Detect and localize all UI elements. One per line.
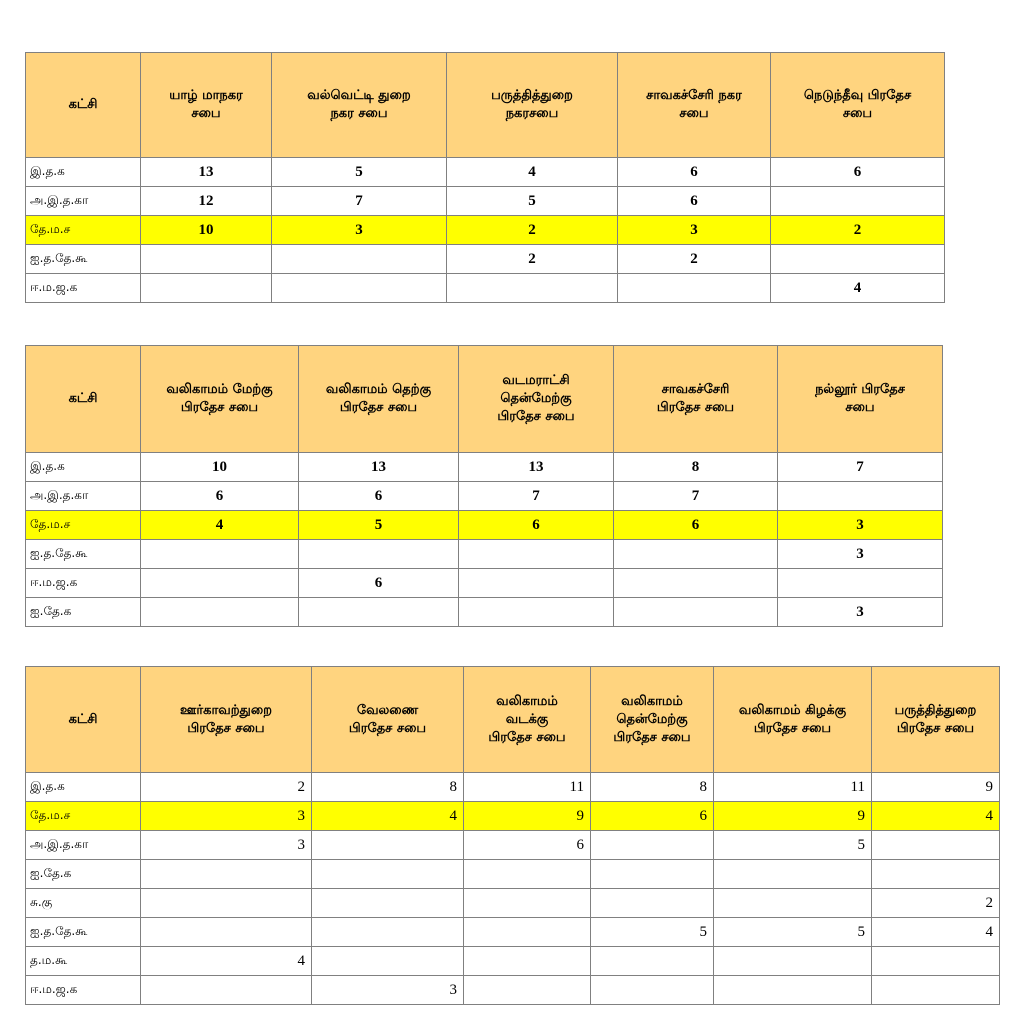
council-column-header: சாவகச்சேரி பிரதேச சபை bbox=[614, 346, 778, 453]
council-column-header: வேலணை பிரதேச சபை bbox=[312, 667, 464, 773]
party-name-cell: அ.இ.த.கா bbox=[26, 482, 141, 511]
seat-count-cell: 10 bbox=[141, 453, 299, 482]
seat-count-cell: 5 bbox=[447, 187, 618, 216]
party-row bbox=[26, 453, 943, 482]
seat-count-cell bbox=[872, 976, 1000, 1005]
seat-count-cell bbox=[872, 860, 1000, 889]
seat-count-cell: 9 bbox=[464, 802, 591, 831]
seat-count-cell: 3 bbox=[778, 598, 943, 627]
seat-count-cell: 13 bbox=[299, 453, 459, 482]
seat-count-cell: 6 bbox=[299, 482, 459, 511]
seat-count-cell bbox=[714, 947, 872, 976]
seat-count-cell: 4 bbox=[141, 511, 299, 540]
party-row bbox=[26, 598, 943, 627]
seat-count-cell bbox=[591, 889, 714, 918]
seat-count-cell: 6 bbox=[141, 482, 299, 511]
seat-count-cell: 4 bbox=[141, 947, 312, 976]
council-column-header: வலிகாமம் தெற்கு பிரதேச சபை bbox=[299, 346, 459, 453]
party-name-cell: ஈ.ம.ஜ.க bbox=[26, 569, 141, 598]
council-column-header: பருத்தித்துறை பிரதேச சபை bbox=[872, 667, 1000, 773]
seat-count-cell bbox=[714, 889, 872, 918]
seat-count-cell bbox=[614, 598, 778, 627]
seat-count-cell: 8 bbox=[312, 773, 464, 802]
party-name-cell: ஐ.த.தே.கூ bbox=[26, 245, 141, 274]
seat-count-cell bbox=[141, 976, 312, 1005]
seat-count-cell: 2 bbox=[141, 773, 312, 802]
seat-count-cell bbox=[141, 598, 299, 627]
council-column-header: வடமராட்சி தென்மேற்கு பிரதேச சபை bbox=[459, 346, 614, 453]
seat-count-cell bbox=[591, 976, 714, 1005]
party-row bbox=[26, 976, 1000, 1005]
seat-count-cell bbox=[618, 274, 771, 303]
seat-count-cell: 8 bbox=[591, 773, 714, 802]
seat-count-cell bbox=[141, 540, 299, 569]
party-column-header: கட்சி bbox=[26, 667, 141, 773]
party-row bbox=[26, 889, 1000, 918]
seat-count-cell: 4 bbox=[872, 802, 1000, 831]
party-name-cell: ஐ.தே.க bbox=[26, 598, 141, 627]
party-row bbox=[26, 918, 1000, 947]
seat-count-cell bbox=[464, 947, 591, 976]
seat-count-cell: 5 bbox=[591, 918, 714, 947]
party-name-cell: ஐ.த.தே.கூ bbox=[26, 540, 141, 569]
seat-count-cell: 2 bbox=[872, 889, 1000, 918]
party-row bbox=[26, 245, 945, 274]
seat-count-cell: 2 bbox=[447, 245, 618, 274]
seat-count-cell bbox=[299, 540, 459, 569]
seat-count-cell bbox=[464, 976, 591, 1005]
seat-count-cell: 7 bbox=[459, 482, 614, 511]
council-column-header: சாவகச்சேரி நகர சபை bbox=[618, 53, 771, 158]
seat-count-cell bbox=[272, 245, 447, 274]
results-table-2 bbox=[25, 345, 943, 627]
header-row bbox=[26, 346, 943, 453]
seat-count-cell bbox=[591, 860, 714, 889]
seat-count-cell: 5 bbox=[299, 511, 459, 540]
seat-count-cell: 7 bbox=[272, 187, 447, 216]
seat-count-cell: 4 bbox=[771, 274, 945, 303]
seat-count-cell bbox=[312, 889, 464, 918]
party-row bbox=[26, 860, 1000, 889]
seat-count-cell: 9 bbox=[872, 773, 1000, 802]
seat-count-cell: 10 bbox=[141, 216, 272, 245]
seat-count-cell bbox=[778, 482, 943, 511]
party-row bbox=[26, 569, 943, 598]
council-column-header: பருத்தித்துறை நகரசபை bbox=[447, 53, 618, 158]
party-name-cell: இ.த.க bbox=[26, 453, 141, 482]
seat-count-cell: 5 bbox=[272, 158, 447, 187]
seat-count-cell bbox=[771, 245, 945, 274]
seat-count-cell bbox=[312, 947, 464, 976]
seat-count-cell bbox=[591, 947, 714, 976]
party-name-cell: ஐ.தே.க bbox=[26, 860, 141, 889]
seat-count-cell bbox=[771, 187, 945, 216]
party-name-cell: இ.த.க bbox=[26, 773, 141, 802]
seat-count-cell: 12 bbox=[141, 187, 272, 216]
seat-count-cell: 6 bbox=[299, 569, 459, 598]
seat-count-cell: 2 bbox=[771, 216, 945, 245]
highlighted-party-row bbox=[26, 802, 1000, 831]
seat-count-cell: 13 bbox=[459, 453, 614, 482]
party-name-cell: ஐ.த.தே.கூ bbox=[26, 918, 141, 947]
seat-count-cell bbox=[778, 569, 943, 598]
seat-count-cell: 6 bbox=[614, 511, 778, 540]
seat-count-cell: 3 bbox=[618, 216, 771, 245]
seat-count-cell: 8 bbox=[614, 453, 778, 482]
seat-count-cell: 5 bbox=[714, 831, 872, 860]
seat-count-cell: 6 bbox=[459, 511, 614, 540]
council-column-header: வலிகாமம் மேற்கு பிரதேச சபை bbox=[141, 346, 299, 453]
seat-count-cell bbox=[464, 889, 591, 918]
seat-count-cell: 3 bbox=[312, 976, 464, 1005]
seat-count-cell: 9 bbox=[714, 802, 872, 831]
seat-count-cell: 6 bbox=[618, 187, 771, 216]
party-name-cell: அ.இ.த.கா bbox=[26, 831, 141, 860]
seat-count-cell: 3 bbox=[141, 831, 312, 860]
party-name-cell: தே.ம.ச bbox=[26, 802, 141, 831]
seat-count-cell bbox=[141, 889, 312, 918]
council-column-header: வலிகாமம் தென்மேற்கு பிரதேச சபை bbox=[591, 667, 714, 773]
seat-count-cell bbox=[464, 860, 591, 889]
seat-count-cell bbox=[714, 860, 872, 889]
council-column-header: வல்வெட்டி துறை நகர சபை bbox=[272, 53, 447, 158]
seat-count-cell bbox=[591, 831, 714, 860]
seat-count-cell: 13 bbox=[141, 158, 272, 187]
council-column-header: நெடுந்தீவு பிரதேச சபை bbox=[771, 53, 945, 158]
party-row bbox=[26, 158, 945, 187]
seat-count-cell: 4 bbox=[312, 802, 464, 831]
seat-count-cell bbox=[464, 918, 591, 947]
seat-count-cell bbox=[312, 860, 464, 889]
party-name-cell: அ.இ.த.கா bbox=[26, 187, 141, 216]
seat-count-cell bbox=[141, 918, 312, 947]
seat-count-cell bbox=[714, 976, 872, 1005]
council-column-header: யாழ் மாநகர சபை bbox=[141, 53, 272, 158]
council-column-header: வலிகாமம் வடக்கு பிரதேச சபை bbox=[464, 667, 591, 773]
seat-count-cell: 3 bbox=[272, 216, 447, 245]
seat-count-cell: 7 bbox=[778, 453, 943, 482]
seat-count-cell: 5 bbox=[714, 918, 872, 947]
highlighted-party-row bbox=[26, 216, 945, 245]
seat-count-cell bbox=[141, 860, 312, 889]
seat-count-cell bbox=[459, 540, 614, 569]
party-row bbox=[26, 187, 945, 216]
party-row bbox=[26, 482, 943, 511]
seat-count-cell bbox=[447, 274, 618, 303]
results-table-1 bbox=[25, 52, 945, 303]
seat-count-cell: 6 bbox=[618, 158, 771, 187]
party-column-header: கட்சி bbox=[26, 346, 141, 453]
seat-count-cell bbox=[141, 569, 299, 598]
seat-count-cell: 3 bbox=[778, 540, 943, 569]
party-name-cell: ஈ.ம.ஜ.க bbox=[26, 274, 141, 303]
seat-count-cell: 6 bbox=[464, 831, 591, 860]
seat-count-cell: 4 bbox=[447, 158, 618, 187]
header-row bbox=[26, 53, 945, 158]
party-name-cell: இ.த.க bbox=[26, 158, 141, 187]
results-table-3 bbox=[25, 666, 1000, 1005]
party-row bbox=[26, 947, 1000, 976]
highlighted-party-row bbox=[26, 511, 943, 540]
seat-count-cell bbox=[141, 245, 272, 274]
party-column-header: கட்சி bbox=[26, 53, 141, 158]
seat-count-cell bbox=[299, 598, 459, 627]
seat-count-cell bbox=[312, 831, 464, 860]
seat-count-cell bbox=[272, 274, 447, 303]
party-name-cell: தே.ம.ச bbox=[26, 216, 141, 245]
seat-count-cell bbox=[141, 274, 272, 303]
council-column-header: வலிகாமம் கிழக்கு பிரதேச சபை bbox=[714, 667, 872, 773]
seat-count-cell bbox=[312, 918, 464, 947]
party-name-cell: த.ம.கூ bbox=[26, 947, 141, 976]
party-row bbox=[26, 831, 1000, 860]
seat-count-cell bbox=[614, 569, 778, 598]
seat-count-cell bbox=[459, 598, 614, 627]
seat-count-cell: 11 bbox=[714, 773, 872, 802]
seat-count-cell: 6 bbox=[591, 802, 714, 831]
council-column-header: நல்லூர் பிரதேச சபை bbox=[778, 346, 943, 453]
seat-count-cell: 2 bbox=[618, 245, 771, 274]
seat-count-cell bbox=[614, 540, 778, 569]
seat-count-cell: 11 bbox=[464, 773, 591, 802]
council-column-header: ஊர்காவற்துறை பிரதேச சபை bbox=[141, 667, 312, 773]
seat-count-cell bbox=[872, 831, 1000, 860]
party-name-cell: சு.கு bbox=[26, 889, 141, 918]
party-name-cell: தே.ம.ச bbox=[26, 511, 141, 540]
header-row bbox=[26, 667, 1000, 773]
seat-count-cell: 4 bbox=[872, 918, 1000, 947]
party-name-cell: ஈ.ம.ஜ.க bbox=[26, 976, 141, 1005]
seat-count-cell: 7 bbox=[614, 482, 778, 511]
seat-count-cell bbox=[459, 569, 614, 598]
party-row bbox=[26, 540, 943, 569]
party-row bbox=[26, 274, 945, 303]
seat-count-cell: 3 bbox=[141, 802, 312, 831]
seat-count-cell: 3 bbox=[778, 511, 943, 540]
seat-count-cell: 2 bbox=[447, 216, 618, 245]
party-row bbox=[26, 773, 1000, 802]
seat-count-cell: 6 bbox=[771, 158, 945, 187]
seat-count-cell bbox=[872, 947, 1000, 976]
